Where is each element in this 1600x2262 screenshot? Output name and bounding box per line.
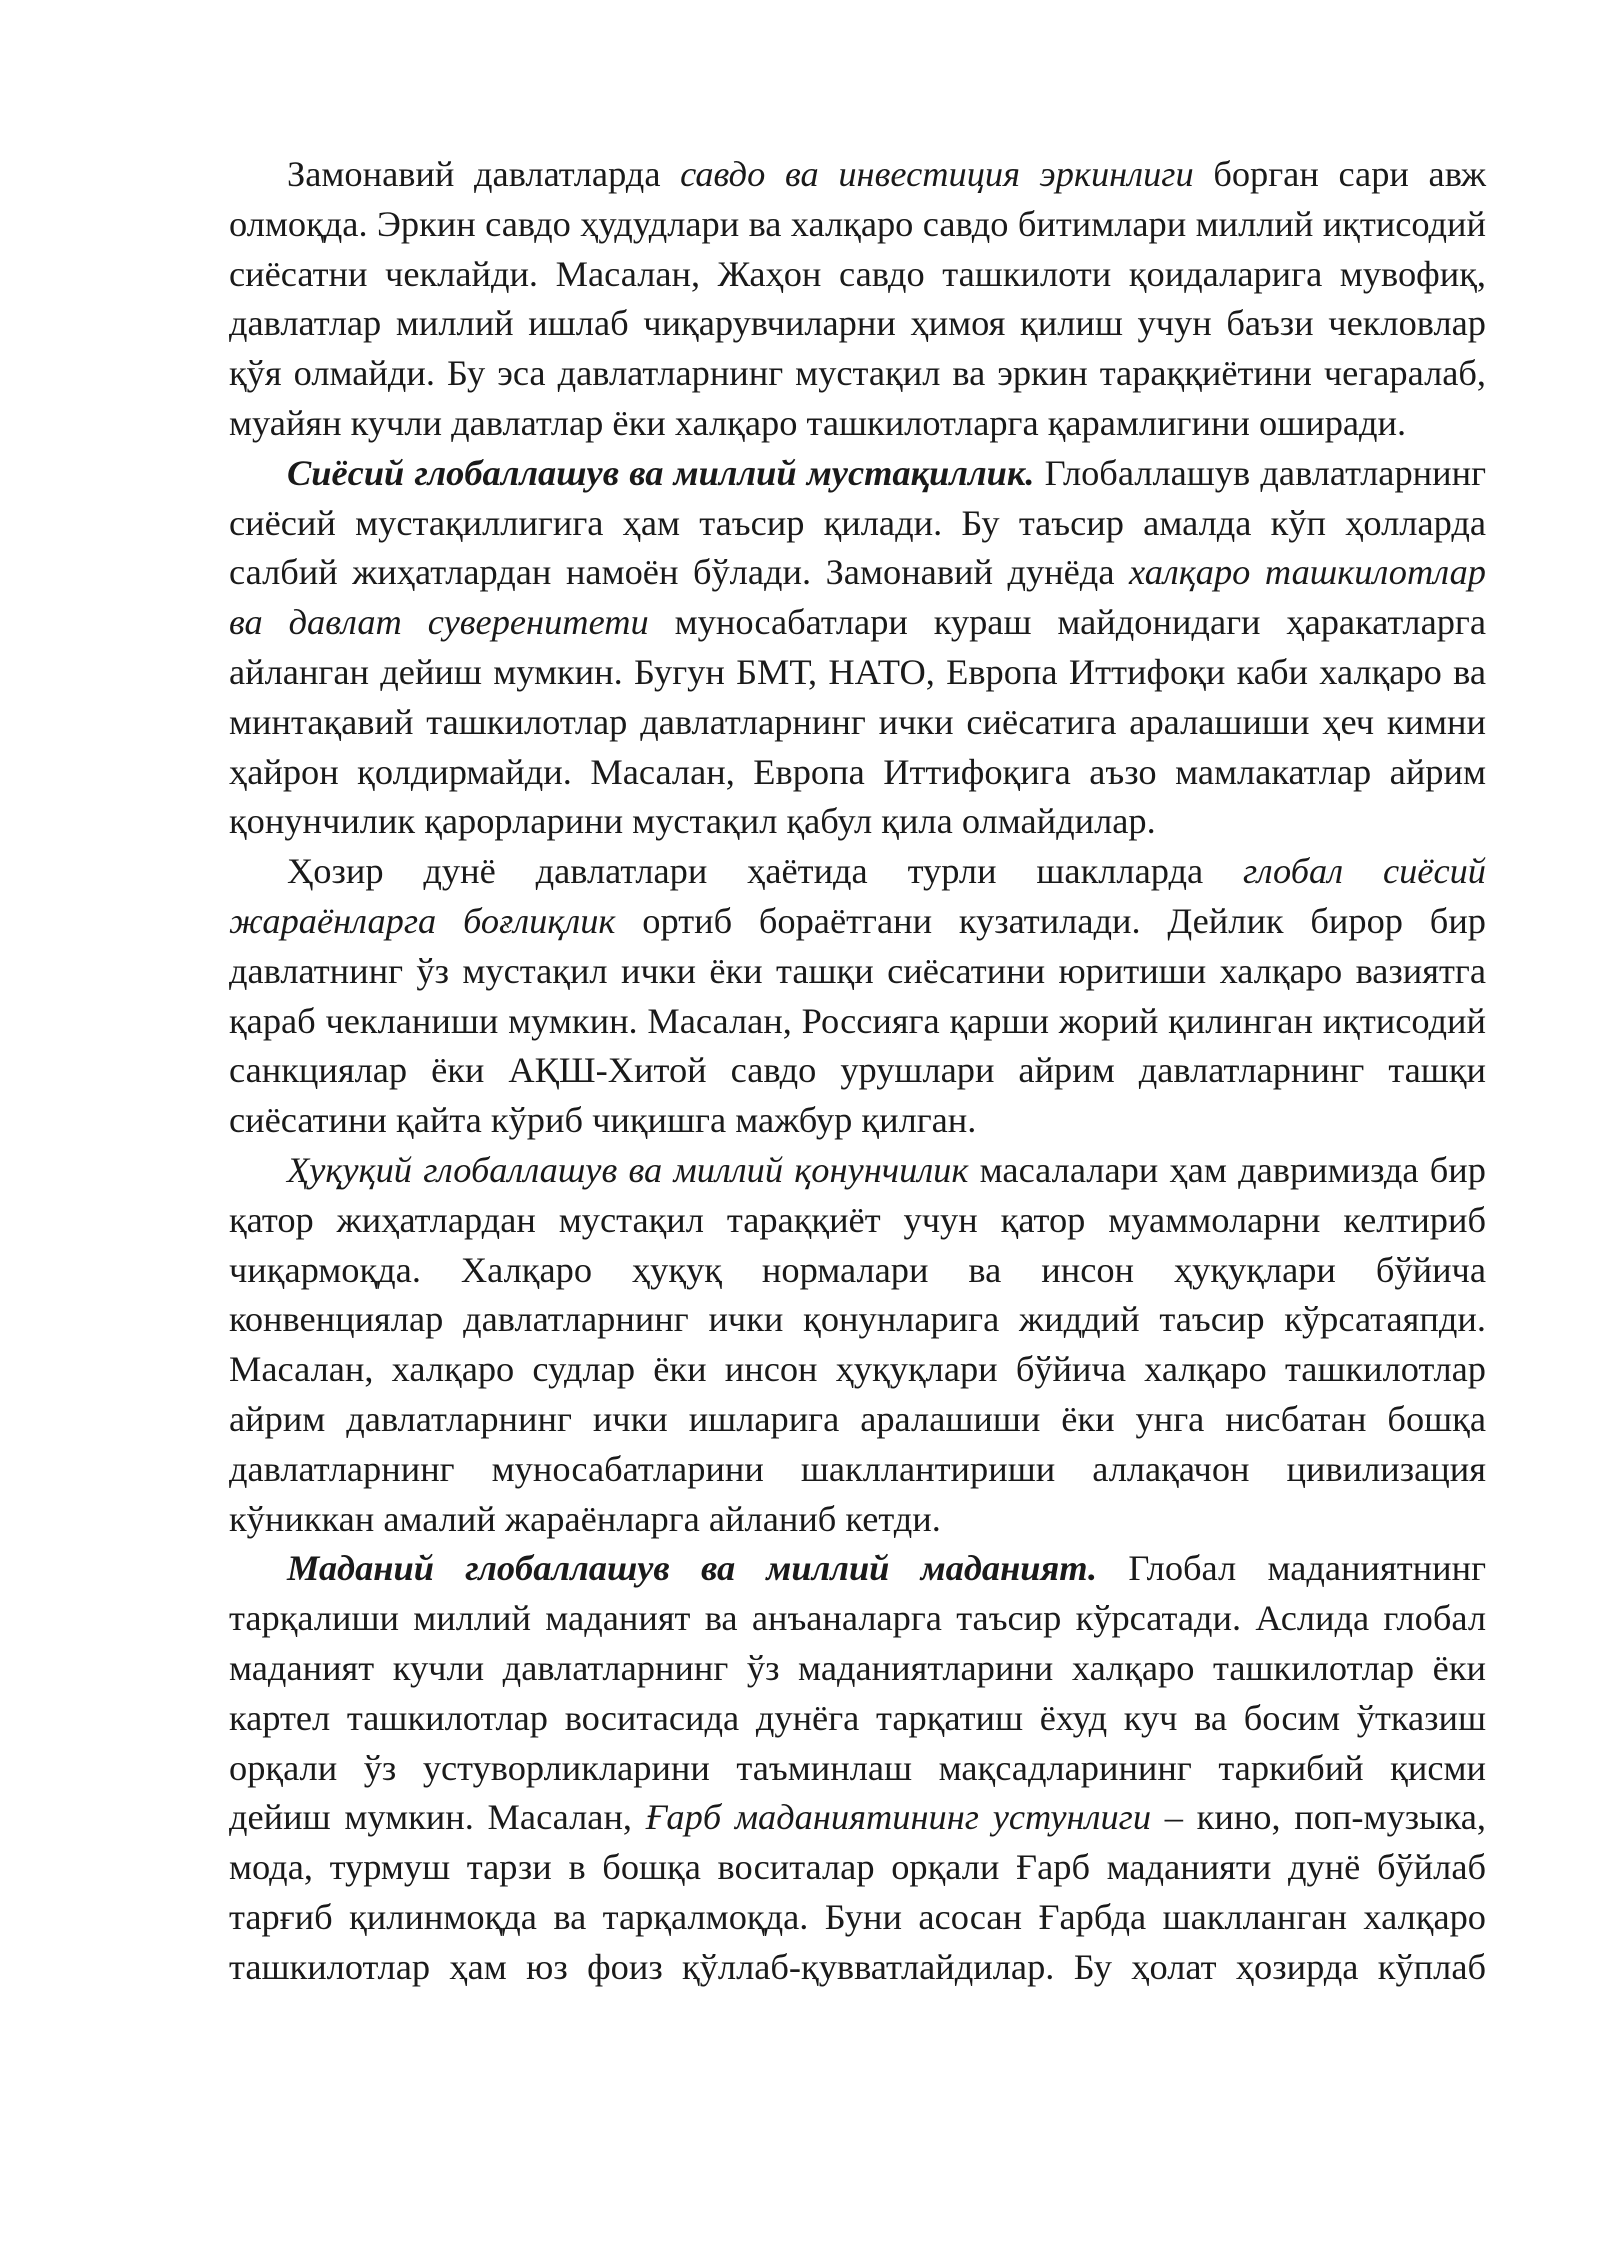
text-segment: Глобал маданиятнинг тарқалиши миллий маданият ва анъаналарга таъсир кўрсатади. Аслида глобал маданият кучли давлатларнинг ўз маданиятларини халқаро ташкилотлар ёки картел ташкилотлар воситасида дунёга тарқатиш ёхуд куч ва босим ўтказиш орқали ўз устуворликларини таъминлаш мақсадларининг таркибий қисми дейиш мумкин. Масалан, bbox=[229, 1548, 1486, 1838]
paragraph-trade-freedom bbox=[229, 150, 1486, 449]
document-page bbox=[229, 150, 1486, 1992]
italic-term: савдо ва инвестиция эркинлиги bbox=[680, 154, 1194, 194]
paragraph-political-globalization bbox=[229, 449, 1486, 847]
text-segment: борган сари авж олмоқда. Эркин савдо ҳудудлари ва халқаро савдо битимлари миллий иқтисодий сиёсатни чеклайди. Масалан, Жаҳон савдо ташкилоти қоидаларига мувофиқ, давлатлар миллий ишлаб чиқарувчиларни ҳимоя қилиш учун баъзи чекловлар қўя олмайди. Бу эса давлатларнинг мустақил ва эркин тараққиётини чегаралаб, муайян кучли давлатлар ёки халқаро ташкилотларга қарамлигини оширади. bbox=[229, 154, 1486, 443]
paragraph-cultural-globalization bbox=[229, 1544, 1486, 1992]
text-segment: Замонавий давлатларда bbox=[287, 154, 681, 194]
text-segment: Ҳозир дунё давлатлари ҳаётида турли шаклларда bbox=[287, 851, 1243, 892]
section-heading-inline: Маданий глобаллашув ва миллий маданият. bbox=[287, 1548, 1098, 1589]
italic-term: халқаро ташкилотлар ва давлат суверенитети bbox=[229, 552, 1486, 643]
paragraph-legal-globalization bbox=[229, 1146, 1486, 1544]
paragraph-global-dependence bbox=[229, 847, 1486, 1146]
text-segment: ортиб бораётгани кузатилади. Дейлик бирор бир давлатнинг ўз мустақил ички ёки ташқи сиёсатини юритиши халқаро вазиятга қараб чекланиши мумкин. Масалан, Россияга қарши жорий қилинган иқтисодий санкциялар ёки АҚШ-Хитой савдо урушлари айрим давлатларнинг ташқи сиёсатини қайта кўриб чиқишга мажбур қилган. bbox=[229, 900, 1486, 1141]
italic-term: Ҳуқуқий глобаллашув ва миллий қонунчилик bbox=[287, 1149, 969, 1190]
text-segment: Глобаллашув давлатларнинг сиёсий мустақиллигига ҳам таъсир қилади. Бу таъсир амалда кўп ҳолларда салбий жиҳатлардан намоён бўлади. Замонавий дунёда bbox=[229, 452, 1486, 593]
text-segment: – кино, поп-музыка, мода, турмуш тарзи в бошқа воситалар орқали Ғарб маданияти дунё бўйлаб тарғиб қилинмоқда ва тарқалмоқда. Буни асосан Ғарбда шаклланган халқаро ташкилотлар ҳам юз фоиз қўллаб-қувватлайдилар. Бу ҳолат ҳозирда кўплаб bbox=[229, 1797, 1486, 1987]
italic-term: глобал сиёсий жараёнларга боғлиқлик bbox=[229, 851, 1486, 941]
italic-term: Ғарб маданиятининг устунлиги bbox=[645, 1797, 1152, 1838]
text-segment: муносабатлари кураш майдонидаги ҳаракатларга айланган дейиш мумкин. Бугун БМТ, НАТО, Европа Иттифоқи каби халқаро ва минтақавий ташкилотлар давлатларнинг ички сиёсатига аралашиши ҳеч кимни ҳайрон қолдирмайди. Масалан, Европа Иттифоқига аъзо мамлакатлар айрим қонунчилик қарорларини мустақил қабул қила олмайдилар. bbox=[229, 602, 1486, 842]
section-heading-inline: Сиёсий глобаллашув ва миллий мустақиллик. bbox=[287, 452, 1035, 493]
text-segment: масалалари ҳам давримизда бир қатор жиҳатлардан мустақил тараққиёт учун қатор муаммоларни келтириб чиқармоқда. Халқаро ҳуқуқ нормалари ва инсон ҳуқуқлари бўйича конвенциялар давлатларнинг ички қонунларига жиддий таъсир кўрсатаяпди. Масалан, халқаро судлар ёки инсон ҳуқуқлари бўйича халқаро ташкилотлар айрим давлатларнинг ички ишларига аралашиши ёки унга нисбатан бошқа давлатларнинг муносабатларини шакллантириши аллақачон цивилизация кўниккан амалий жараёнларга айланиб кетди. bbox=[229, 1149, 1486, 1539]
